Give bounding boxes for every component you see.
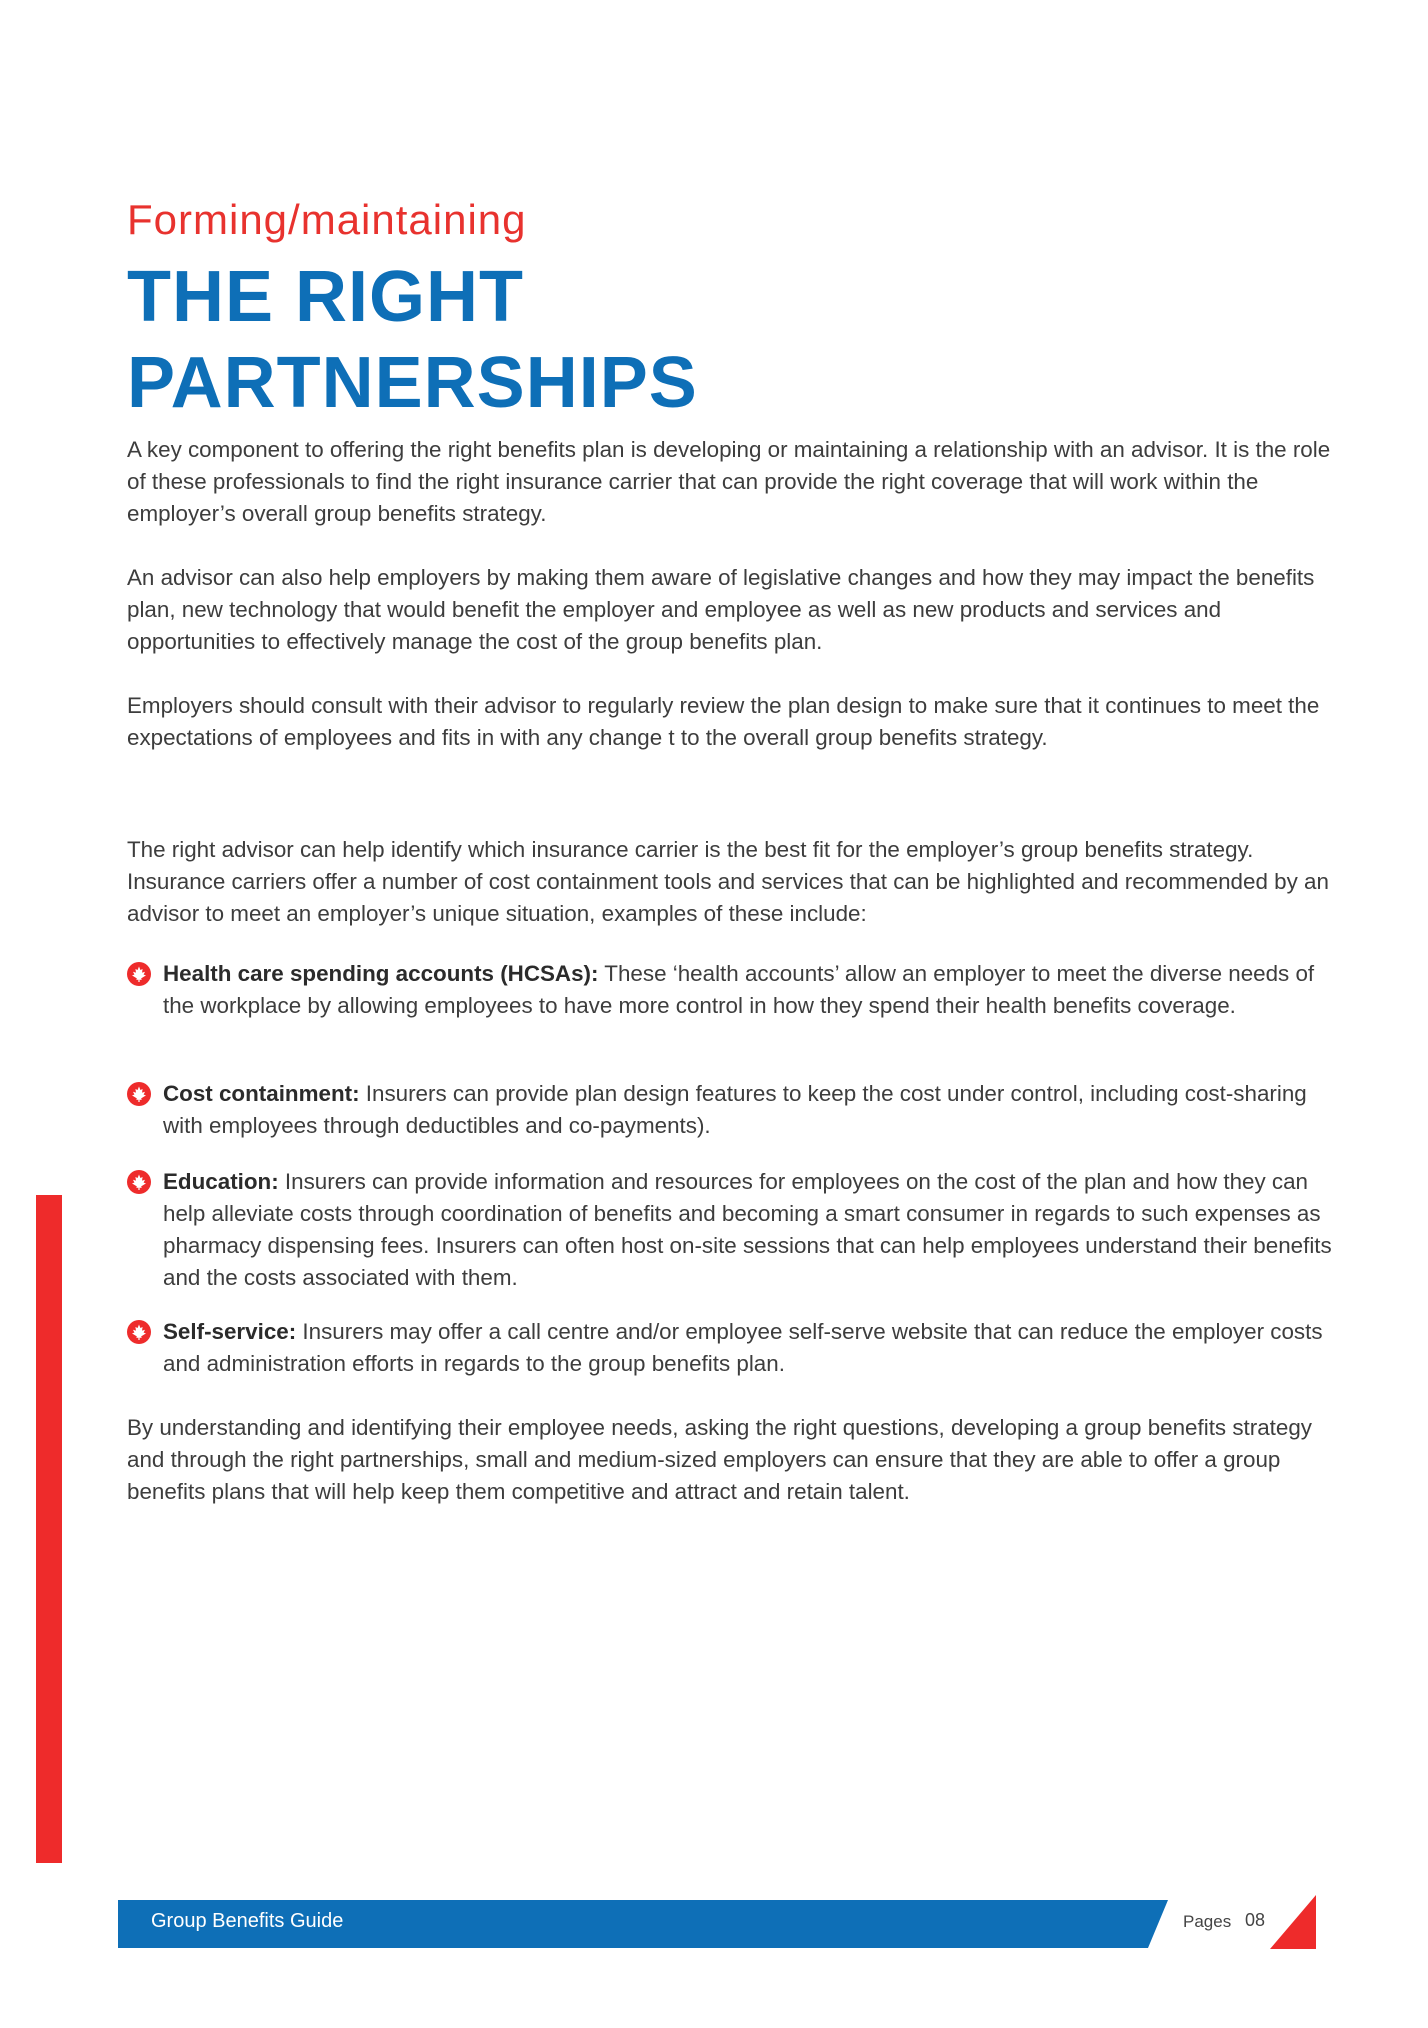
bullet-cost-containment xyxy=(127,1078,1339,1142)
paragraph-text: A key component to offering the right benefits plan is developing or maintaining a relationship with an advisor. It is the role of these professionals to find the right insurance carrier that can provide the right coverage that will work within the employer’s overall group benefits strategy. xyxy=(127,437,1331,526)
bullet-body: Insurers may offer a call centre and/or employee self-serve website that can reduce the employer costs and administration efforts in regards to the group benefits plan. xyxy=(163,1319,1323,1376)
bullet-education xyxy=(127,1166,1339,1294)
paragraph-text: Employers should consult with their advisor to regularly review the plan design to make sure that it continues to meet the expectations of employees and fits in with any change t to the overall group benefits strategy. xyxy=(127,693,1320,750)
footer-page-label: Pages xyxy=(1183,1912,1232,1931)
bullet-lead: Education: xyxy=(163,1169,279,1194)
paragraph-3 xyxy=(127,690,1339,754)
maple-leaf-icon xyxy=(127,962,151,986)
bullet-text xyxy=(163,958,1339,1022)
side-accent-bar xyxy=(36,1195,62,1863)
page-title-line-2: PARTNERSHIPS xyxy=(127,343,698,423)
paragraph-1 xyxy=(127,434,1339,530)
maple-leaf-icon xyxy=(127,1170,151,1194)
bullet-lead: Health care spending accounts (HCSAs): xyxy=(163,961,599,986)
bullet-body: Insurers can provide information and resources for employees on the cost of the plan and how they can help alleviate costs through coordination of benefits and becoming a smart consumer in regards to such expenses as pharmacy dispensing fees. Insurers can often host on-site sessions that can help employees understand their benefits and the costs associated with them. xyxy=(163,1169,1332,1290)
footer-guide-title: Group Benefits Guide xyxy=(151,1910,344,1932)
paragraph-text: By understanding and identifying their employee needs, asking the right questions, developing a group benefits strategy and through the right partnerships, small and medium-sized employers can ensure that they are able to offer a group benefits plans that will help keep them competitive and attract and retain talent. xyxy=(127,1415,1312,1504)
footer-page-number: 08 xyxy=(1245,1910,1266,1930)
paragraph-text: The right advisor can help identify which insurance carrier is the best fit for the employer’s group benefits strategy. Insurance carriers offer a number of cost containment tools and services that can be highlighted and recommended by an advisor to meet an employer’s unique situation, examples of these include: xyxy=(127,837,1329,926)
page-kicker: Forming/maintaining xyxy=(127,196,527,243)
closing-paragraph xyxy=(127,1412,1339,1508)
bullet-body: These ‘health accounts’ allow an employer to meet the diverse needs of the workplace by allowing employees to have more control in how they spend their health benefits coverage. xyxy=(163,961,1315,1018)
maple-leaf-icon xyxy=(127,1320,151,1344)
corner-tab-graphic xyxy=(1262,1895,1316,1949)
bullet-lead: Cost containment: xyxy=(163,1081,360,1106)
bullet-lead: Self-service: xyxy=(163,1319,297,1344)
bullet-text xyxy=(163,1316,1339,1380)
paragraph-text: An advisor can also help employers by making them aware of legislative changes and how they may impact the benefits plan, new technology that would benefit the employer and employee as well as new products and services and opportunities to effectively manage the cost of the group benefits plan. xyxy=(127,565,1315,654)
page-title-line-1: THE RIGHT xyxy=(127,257,524,337)
bullet-hcsa xyxy=(127,958,1339,1022)
paragraph-4 xyxy=(127,834,1339,930)
maple-leaf-icon xyxy=(127,1082,151,1106)
bullet-text xyxy=(163,1078,1339,1142)
page-title xyxy=(127,254,698,426)
bullet-body: Insurers can provide plan design features to keep the cost under control, including cost-sharing with employees through deductibles and co-payments). xyxy=(163,1081,1307,1138)
bullet-text xyxy=(163,1166,1339,1294)
bullet-self-service xyxy=(127,1316,1339,1380)
paragraph-2 xyxy=(127,562,1339,658)
